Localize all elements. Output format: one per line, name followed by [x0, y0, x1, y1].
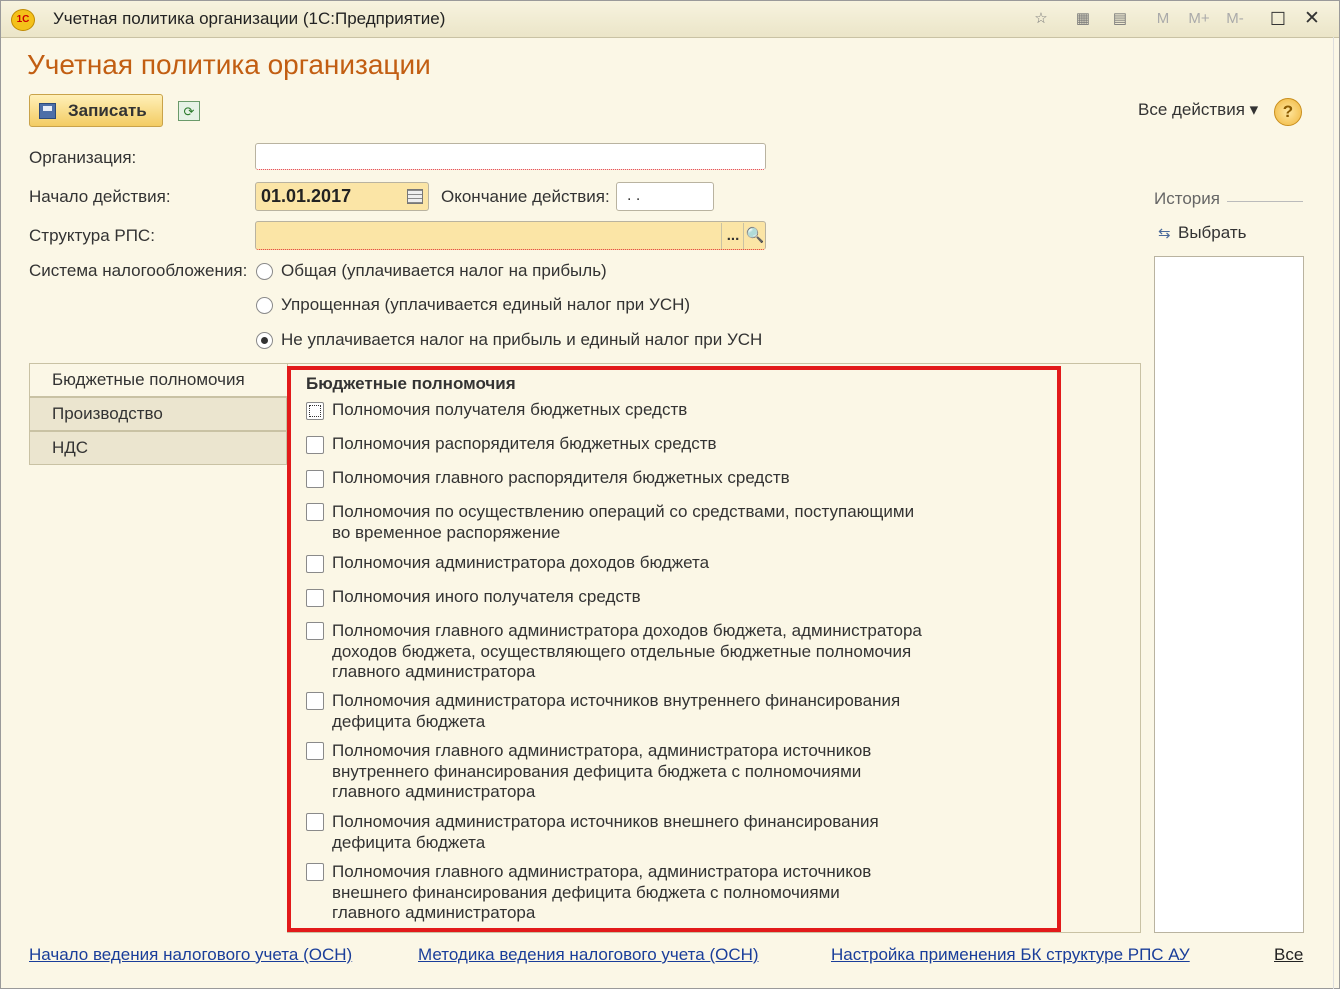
- budget-checkbox[interactable]: [306, 863, 324, 881]
- start-date-label: Начало действия:: [29, 187, 171, 206]
- start-date-value: 01.01.2017: [261, 186, 352, 206]
- budget-item-label: Полномочия по осуществлению операций со средствами, поступающими во временное распоряжение: [332, 502, 915, 542]
- budget-checkbox[interactable]: [306, 622, 324, 640]
- favorite-icon[interactable]: ☆: [1034, 10, 1048, 27]
- budget-checkbox[interactable]: [306, 470, 324, 488]
- history-list[interactable]: [1154, 256, 1304, 933]
- budget-item-label: Полномочия главного администратора, администратора источников внутреннего финансирования дефицита бюджета с полномочиями главного администратора: [332, 741, 872, 801]
- budget-checkbox[interactable]: [306, 503, 324, 521]
- tax-option-none: Не уплачивается налог на прибыль и единый налог при УСН: [281, 330, 763, 349]
- memory-minus-button[interactable]: M-: [1226, 10, 1244, 27]
- tab-production[interactable]: [29, 397, 287, 431]
- right-edge: [1333, 37, 1334, 989]
- budget-checkbox[interactable]: [306, 589, 324, 607]
- budget-checkbox[interactable]: [306, 813, 324, 831]
- link-tax-method[interactable]: Методика ведения налогового учета (ОСН): [418, 945, 759, 964]
- window-title: Учетная политика организации (1С:Предприятие): [53, 9, 446, 28]
- tax-system-label: Система налогообложения:: [29, 261, 248, 280]
- structure-field[interactable]: [255, 221, 766, 250]
- search-icon[interactable]: 🔍: [743, 223, 766, 249]
- save-button[interactable]: [29, 94, 163, 127]
- memory-plus-button[interactable]: M+: [1188, 10, 1210, 27]
- budget-item-label: Полномочия главного администратора доходов бюджета, администратора доходов бюджета, осуществляющего отдельные бюджетные полномочия главного администратора: [332, 621, 922, 681]
- calendar-icon[interactable]: ▤: [1112, 10, 1128, 27]
- end-date-label: Окончание действия:: [441, 187, 610, 206]
- disk-icon: [39, 103, 56, 119]
- tab-vat-label: НДС: [52, 438, 89, 457]
- budget-item-label: Полномочия администратора источников внутреннего финансирования дефицита бюджета: [332, 691, 901, 731]
- close-icon[interactable]: ✕: [1304, 8, 1320, 29]
- end-date-field[interactable]: [616, 182, 714, 211]
- structure-label: Структура РПС:: [29, 226, 155, 245]
- budget-item-label: Полномочия главного распорядителя бюджетных средств: [332, 468, 790, 487]
- tab-budget-powers-label: Бюджетные полномочия: [52, 370, 245, 389]
- app-logo-icon: 1С: [11, 9, 35, 31]
- tab-production-label: Производство: [52, 404, 163, 423]
- end-date-value: . .: [627, 187, 641, 204]
- select-dots-button[interactable]: ...: [721, 223, 744, 249]
- budget-checkbox[interactable]: [306, 436, 324, 454]
- link-all[interactable]: Все: [1274, 945, 1304, 964]
- calendar-picker-icon[interactable]: [407, 189, 423, 204]
- budget-group-title: Бюджетные полномочия: [306, 374, 516, 393]
- budget-checkbox[interactable]: [306, 555, 324, 573]
- budget-item-label: Полномочия администратора доходов бюджета: [332, 553, 710, 572]
- tax-option-general: Общая (уплачивается налог на прибыль): [281, 261, 607, 280]
- tax-option-simplified: Упрощенная (уплачивается единый налог при УСН): [281, 295, 691, 314]
- history-divider: [1227, 201, 1303, 202]
- tax-radio-none[interactable]: [256, 332, 273, 349]
- calculator-icon[interactable]: ▦: [1075, 10, 1091, 27]
- tax-radio-simplified[interactable]: [256, 297, 273, 314]
- all-actions-menu[interactable]: Все действия ▾: [1138, 100, 1259, 119]
- budget-item-label: Полномочия главного администратора, администратора источников внешнего финансирования дефицита бюджета с полномочиями главного администратора: [332, 862, 872, 922]
- budget-item-label: Полномочия получателя бюджетных средств: [332, 400, 688, 419]
- start-date-field[interactable]: [255, 182, 429, 211]
- form-title: Учетная политика организации: [27, 49, 431, 80]
- budget-item-label: Полномочия распорядителя бюджетных средств: [332, 434, 717, 453]
- budget-checkbox[interactable]: [306, 692, 324, 710]
- tab-budget-powers[interactable]: [29, 363, 287, 397]
- history-title: История: [1154, 189, 1220, 208]
- budget-item-label: Полномочия иного получателя средств: [332, 587, 641, 606]
- refresh-icon[interactable]: ⟳: [178, 101, 200, 121]
- organization-label: Организация:: [29, 148, 137, 167]
- select-icon: ⇆: [1158, 225, 1171, 242]
- budget-checkbox[interactable]: [306, 402, 324, 420]
- title-bar: [1, 1, 1339, 38]
- help-icon[interactable]: ?: [1274, 98, 1302, 126]
- history-select-button[interactable]: [1158, 223, 1246, 243]
- tab-vat[interactable]: [29, 431, 287, 465]
- history-select-label: Выбрать: [1178, 223, 1247, 242]
- link-bk-settings[interactable]: Настройка применения БК структуре РПС АУ: [831, 945, 1190, 964]
- budget-checkbox[interactable]: [306, 742, 324, 760]
- budget-item-label: Полномочия администратора источников внешнего финансирования дефицита бюджета: [332, 812, 879, 852]
- maximize-icon[interactable]: ☐: [1269, 9, 1287, 29]
- organization-field[interactable]: [255, 143, 766, 170]
- save-button-label: Записать: [68, 101, 147, 120]
- link-tax-start[interactable]: Начало ведения налогового учета (ОСН): [29, 945, 353, 964]
- memory-m-button[interactable]: M: [1156, 10, 1170, 27]
- tax-radio-general[interactable]: [256, 263, 273, 280]
